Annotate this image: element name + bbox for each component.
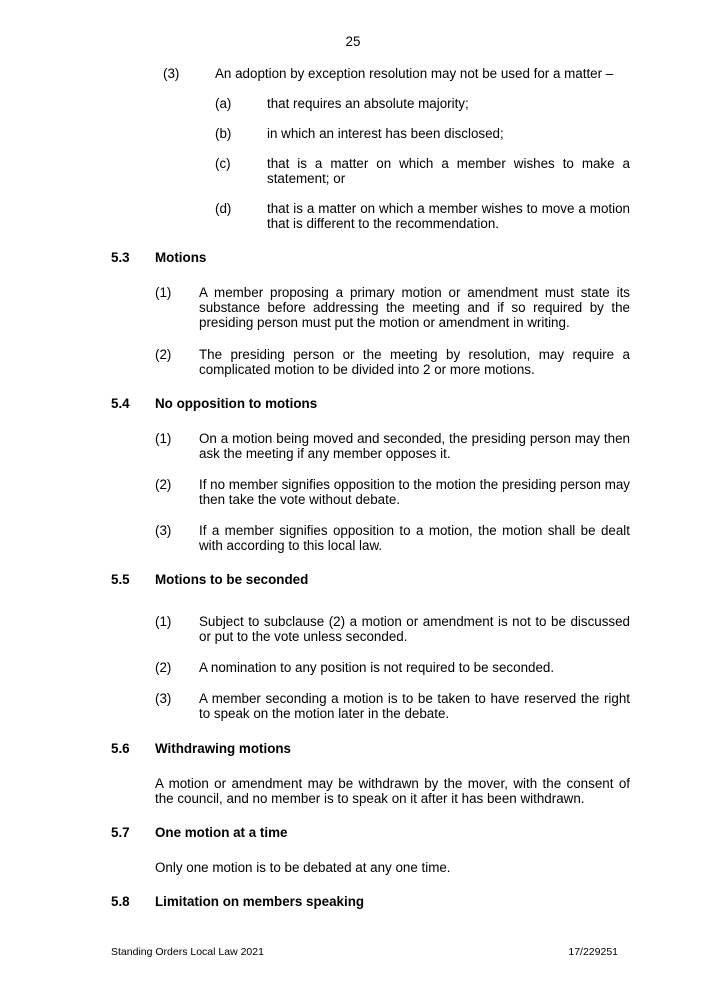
item-text: A member seconding a motion is to be taken to have reserved the right to speak on the motion later in the debate. <box>199 691 630 721</box>
subitem-text: that requires an absolute majority; <box>267 96 469 111</box>
item-num: (2) <box>155 347 172 362</box>
item-num: (1) <box>155 431 172 446</box>
item-text: A member proposing a primary motion or amendment must state its substance before addressing the meeting and if so required by the presiding person must put the motion or amendment in writing. <box>199 285 630 330</box>
section-number: 5.5 <box>111 572 130 587</box>
section-number: 5.6 <box>111 741 130 756</box>
page-number: 25 <box>345 34 361 49</box>
section-title: Motions <box>155 250 207 265</box>
item-num: (1) <box>155 614 172 629</box>
subitem-text: in which an interest has been disclosed; <box>267 126 504 141</box>
subitem-num: (b) <box>215 126 232 141</box>
item-text: The presiding person or the meeting by resolution, may require a complicated motion to be divided into 2 or more motions. <box>199 347 630 377</box>
section-title: Limitation on members speaking <box>155 894 365 909</box>
item-num: (2) <box>155 477 172 492</box>
item-text: An adoption by exception resolution may not be used for a matter – <box>215 66 614 81</box>
item-num: (2) <box>155 660 172 675</box>
item-text: If no member signifies opposition to the motion the presiding person may then take the vote without debate. <box>199 477 630 507</box>
subitem-num: (a) <box>215 96 232 111</box>
item-text: A nomination to any position is not required to be seconded. <box>199 660 555 675</box>
section-title: One motion at a time <box>155 825 288 840</box>
subitem-num: (d) <box>215 201 232 216</box>
item-text: If a member signifies opposition to a motion, the motion shall be dealt with according to this local law. <box>199 523 630 553</box>
item-num: (3) <box>155 691 172 706</box>
item-text: On a motion being moved and seconded, the presiding person may then ask the meeting if any member opposes it. <box>199 431 630 461</box>
section-title: Motions to be seconded <box>155 572 309 587</box>
section-number: 5.3 <box>111 250 130 265</box>
item-text: Subject to subclause (2) a motion or amendment is not to be discussed or put to the vote unless seconded. <box>199 614 630 644</box>
section-body: Only one motion is to be debated at any one time. <box>155 860 451 875</box>
section-title: No opposition to motions <box>155 396 318 411</box>
item-num: (3) <box>163 66 180 81</box>
section-number: 5.4 <box>111 396 130 411</box>
section-body: A motion or amendment may be withdrawn by the mover, with the consent of the council, and no member is to speak on it after it has been withdrawn. <box>155 776 630 806</box>
subitem-text: that is a matter on which a member wishes to make a statement; or <box>267 156 630 186</box>
item-num: (3) <box>155 523 172 538</box>
item-num: (1) <box>155 285 172 300</box>
footer-left: Standing Orders Local Law 2021 <box>111 946 264 958</box>
section-number: 5.7 <box>111 825 130 840</box>
footer-right: 17/229251 <box>568 946 618 958</box>
subitem-num: (c) <box>215 156 231 171</box>
section-number: 5.8 <box>111 894 130 909</box>
subitem-text: that is a matter on which a member wishes to move a motion that is different to the recommendation. <box>267 201 630 231</box>
section-title: Withdrawing motions <box>155 741 292 756</box>
